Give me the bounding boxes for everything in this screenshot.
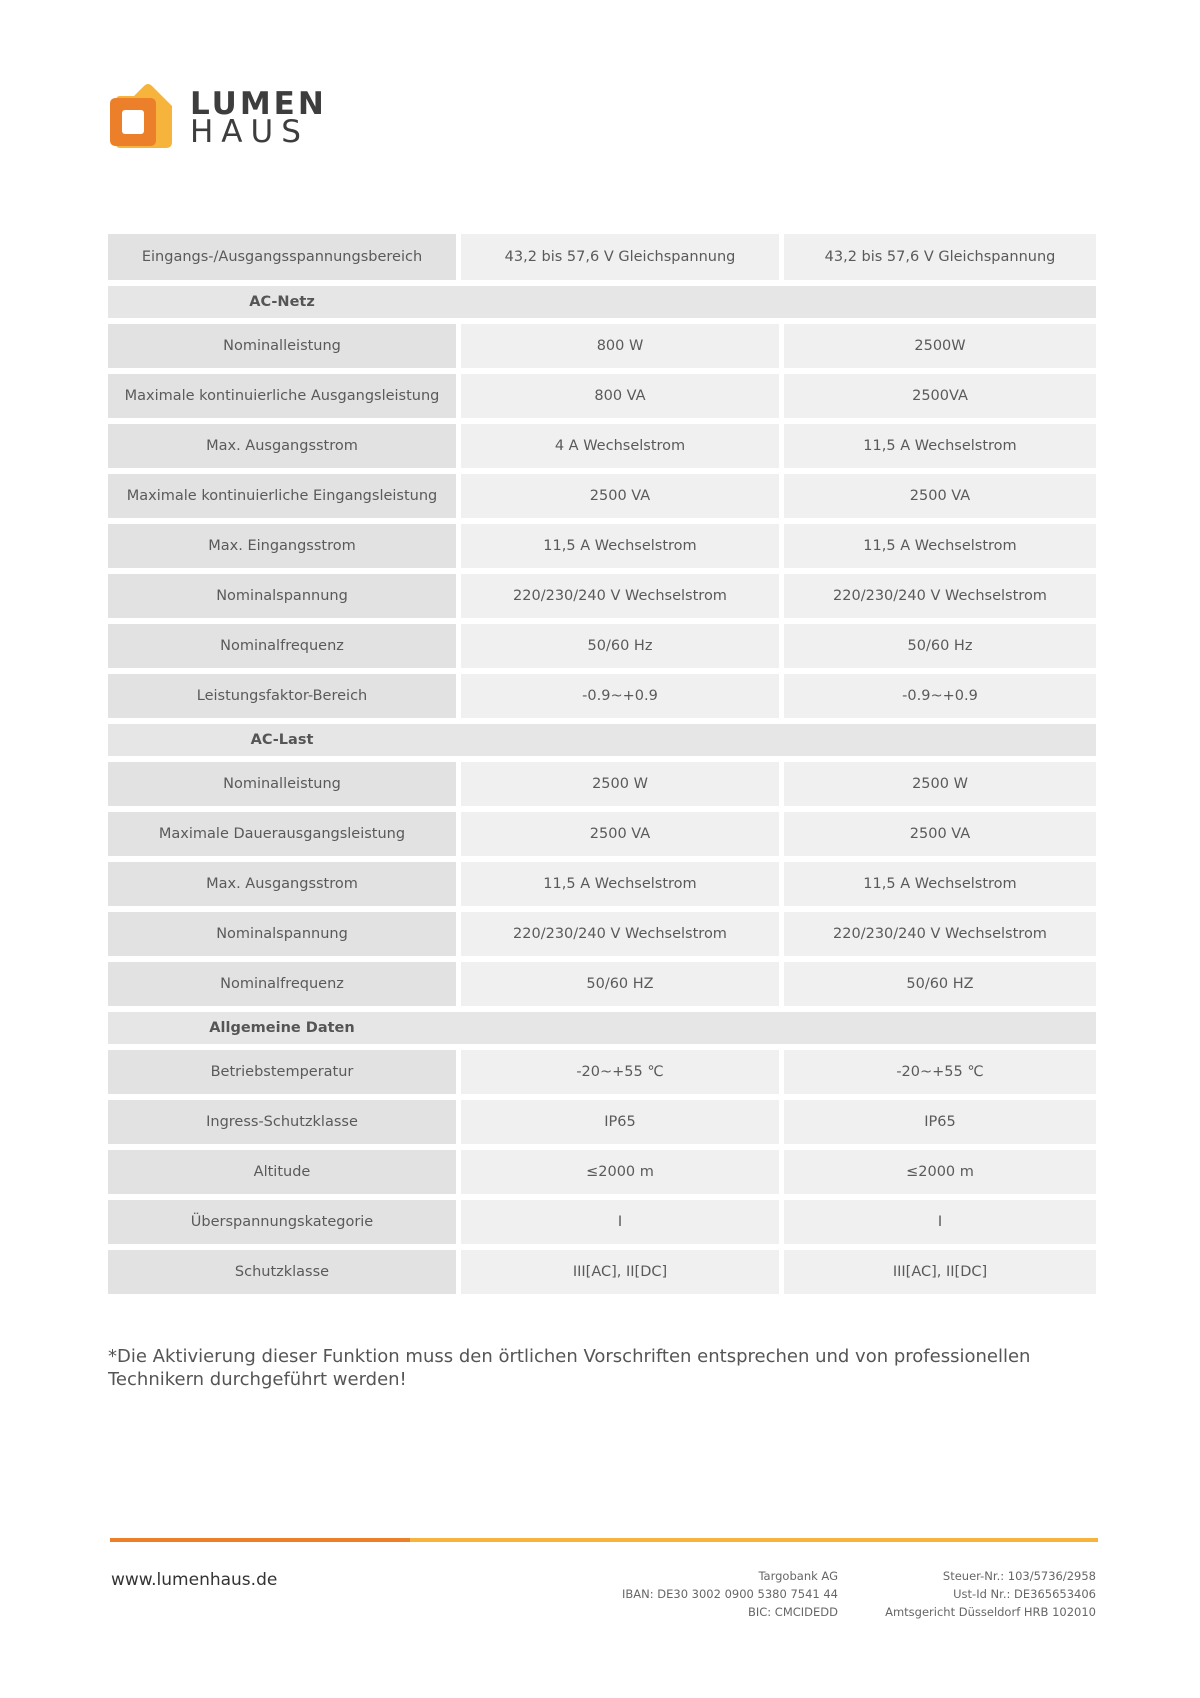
row-value-1: 220/230/240 V Wechselstrom bbox=[461, 912, 779, 956]
row-value-1: 2500 W bbox=[461, 762, 779, 806]
row-label: Nominalleistung bbox=[108, 762, 456, 806]
row-value-2: 11,5 A Wechselstrom bbox=[784, 524, 1096, 568]
table-row bbox=[108, 624, 1096, 668]
row-value-2: 2500 VA bbox=[784, 474, 1096, 518]
tax-info bbox=[885, 1567, 1096, 1621]
footer-divider bbox=[110, 1538, 1098, 1542]
row-label: Schutzklasse bbox=[108, 1250, 456, 1294]
vat-id: Ust-Id Nr.: DE365653406 bbox=[953, 1587, 1096, 1601]
bank-bic: BIC: CMCIDEDD bbox=[747, 1605, 838, 1619]
tax-number: Steuer-Nr.: 103/5736/2958 bbox=[942, 1569, 1096, 1583]
logo-wordmark-line1: LUMEN bbox=[190, 86, 327, 122]
row-value-2: -0.9~+0.9 bbox=[784, 674, 1096, 718]
table-row bbox=[108, 374, 1096, 418]
row-value-2: III[AC], II[DC] bbox=[784, 1250, 1096, 1294]
row-value-2: 2500 VA bbox=[784, 812, 1096, 856]
row-label: Leistungsfaktor-Bereich bbox=[108, 674, 456, 718]
row-value-1: III[AC], II[DC] bbox=[461, 1250, 779, 1294]
row-value-1: ≤2000 m bbox=[461, 1150, 779, 1194]
table-row bbox=[108, 762, 1096, 806]
row-label: Max. Ausgangsstrom bbox=[108, 424, 456, 468]
row-label: Nominalleistung bbox=[108, 324, 456, 368]
table-row bbox=[108, 524, 1096, 568]
row-label: Ingress-Schutzklasse bbox=[108, 1100, 456, 1144]
row-value-1: 2500 VA bbox=[461, 812, 779, 856]
logo-wordmark-line2: HAUS bbox=[190, 114, 309, 150]
row-value-2: 220/230/240 V Wechselstrom bbox=[784, 912, 1096, 956]
table-row bbox=[108, 324, 1096, 368]
table-row bbox=[108, 674, 1096, 718]
row-value-2: 50/60 Hz bbox=[784, 624, 1096, 668]
table-row bbox=[108, 574, 1096, 618]
row-label: Nominalspannung bbox=[108, 912, 456, 956]
row-value-1: 4 A Wechselstrom bbox=[461, 424, 779, 468]
house-logo-icon bbox=[110, 82, 180, 150]
row-label: Max. Ausgangsstrom bbox=[108, 862, 456, 906]
row-label: Nominalfrequenz bbox=[108, 624, 456, 668]
row-value-1: 50/60 HZ bbox=[461, 962, 779, 1006]
row-value-1: 220/230/240 V Wechselstrom bbox=[461, 574, 779, 618]
row-value-2: IP65 bbox=[784, 1100, 1096, 1144]
row-value-1: 2500 VA bbox=[461, 474, 779, 518]
bank-info bbox=[622, 1567, 838, 1621]
row-label: Nominalspannung bbox=[108, 574, 456, 618]
court-registration: Amtsgericht Düsseldorf HRB 102010 bbox=[885, 1605, 1096, 1619]
table-row bbox=[108, 424, 1096, 468]
row-value-1: -0.9~+0.9 bbox=[461, 674, 779, 718]
row-label: Nominalfrequenz bbox=[108, 962, 456, 1006]
table-row bbox=[108, 1150, 1096, 1194]
row-label: Maximale Dauerausgangsleistung bbox=[108, 812, 456, 856]
row-value-2: I bbox=[784, 1200, 1096, 1244]
row-value-1: 43,2 bis 57,6 V Gleichspannung bbox=[461, 234, 779, 280]
row-value-1: -20~+55 ℃ bbox=[461, 1050, 779, 1094]
section-header bbox=[108, 286, 1096, 318]
row-value-1: 800 W bbox=[461, 324, 779, 368]
row-label: Betriebstemperatur bbox=[108, 1050, 456, 1094]
row-label: Maximale kontinuierliche Eingangsleistung bbox=[108, 474, 456, 518]
section-title: Allgemeine Daten bbox=[209, 1020, 355, 1036]
section-title: AC-Last bbox=[250, 732, 314, 748]
row-label: Überspannungskategorie bbox=[108, 1200, 456, 1244]
row-label: Max. Eingangsstrom bbox=[108, 524, 456, 568]
footer-divider-yellow bbox=[410, 1538, 1098, 1542]
row-value-2: 2500VA bbox=[784, 374, 1096, 418]
row-value-2: -20~+55 ℃ bbox=[784, 1050, 1096, 1094]
row-value-2: 11,5 A Wechselstrom bbox=[784, 862, 1096, 906]
row-value-1: 11,5 A Wechselstrom bbox=[461, 524, 779, 568]
section-header bbox=[108, 1012, 1096, 1044]
website-link[interactable]: www.lumenhaus.de bbox=[111, 1570, 278, 1590]
bank-name: Targobank AG bbox=[758, 1569, 838, 1583]
table-row bbox=[108, 1200, 1096, 1244]
row-value-2: ≤2000 m bbox=[784, 1150, 1096, 1194]
row-value-2: 43,2 bis 57,6 V Gleichspannung bbox=[784, 234, 1096, 280]
company-logo bbox=[110, 82, 430, 150]
row-value-1: IP65 bbox=[461, 1100, 779, 1144]
section-header bbox=[108, 724, 1096, 756]
row-value-2: 11,5 A Wechselstrom bbox=[784, 424, 1096, 468]
spec-table bbox=[108, 234, 1096, 1300]
section-title: AC-Netz bbox=[249, 294, 315, 310]
table-row bbox=[108, 1100, 1096, 1144]
row-value-1: 800 VA bbox=[461, 374, 779, 418]
footer-divider-orange bbox=[110, 1538, 410, 1542]
table-row bbox=[108, 962, 1096, 1006]
row-label: Eingangs-/Ausgangsspannungsbereich bbox=[108, 234, 456, 280]
table-row bbox=[108, 812, 1096, 856]
row-label: Altitude bbox=[108, 1150, 456, 1194]
table-row bbox=[108, 1050, 1096, 1094]
table-row bbox=[108, 474, 1096, 518]
row-value-2: 50/60 HZ bbox=[784, 962, 1096, 1006]
row-label: Maximale kontinuierliche Ausgangsleistung bbox=[108, 374, 456, 418]
table-row bbox=[108, 912, 1096, 956]
footnote: *Die Aktivierung dieser Funktion muss den örtlichen Vorschriften entsprechen und von professionellen Technikern durchgeführt werden! bbox=[108, 1346, 1031, 1390]
row-value-2: 220/230/240 V Wechselstrom bbox=[784, 574, 1096, 618]
table-row bbox=[108, 1250, 1096, 1294]
row-value-1: 11,5 A Wechselstrom bbox=[461, 862, 779, 906]
row-value-1: 50/60 Hz bbox=[461, 624, 779, 668]
table-row bbox=[108, 862, 1096, 906]
table-row bbox=[108, 234, 1096, 280]
bank-iban: IBAN: DE30 3002 0900 5380 7541 44 bbox=[621, 1587, 838, 1601]
row-value-1: I bbox=[461, 1200, 779, 1244]
row-value-2: 2500 W bbox=[784, 762, 1096, 806]
row-value-2: 2500W bbox=[784, 324, 1096, 368]
